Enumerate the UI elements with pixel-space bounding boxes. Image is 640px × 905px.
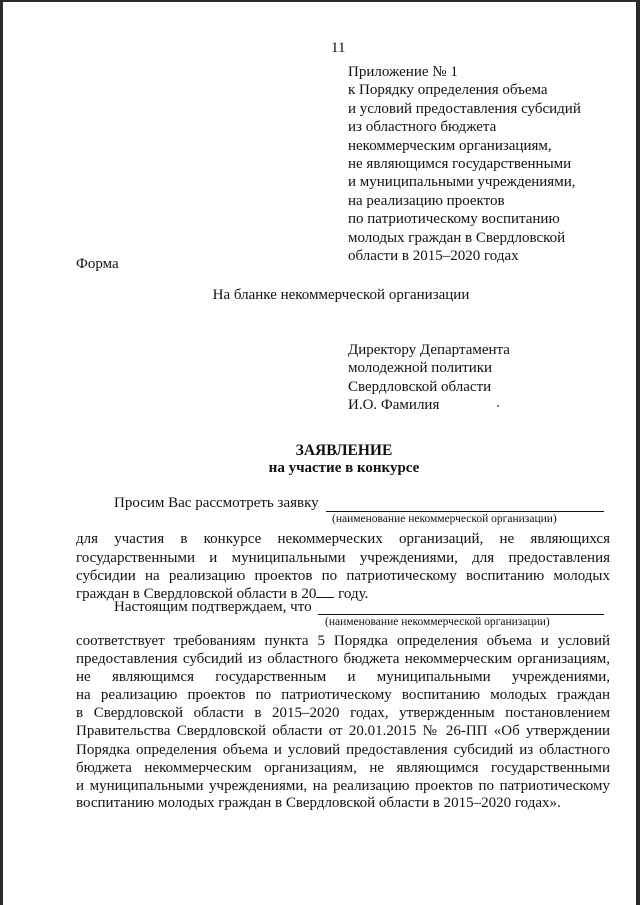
confirm-body-line: предоставления субсидий из областного бюджета некоммерческим организациям, bbox=[76, 651, 610, 667]
appendix-line: к Порядку определения объема bbox=[348, 82, 548, 99]
request-body-line: государственными и муниципальными учреждениями, для предоставления bbox=[76, 550, 610, 566]
document-title-text: ЗАЯВЛЕНИЕ bbox=[295, 442, 393, 459]
appendix-line: не являющимся государственными bbox=[348, 156, 572, 173]
request-body-line: субсидии на реализацию проектов по патриотическому воспитанию молодых bbox=[76, 568, 610, 584]
appendix-line: из областного бюджета bbox=[348, 119, 497, 136]
confirm-lead: Настоящим подтверждаем, что bbox=[114, 599, 312, 615]
document-subtitle bbox=[0, 460, 640, 477]
addressee-line: Свердловской области bbox=[348, 378, 492, 395]
page-number: 11 bbox=[331, 40, 346, 56]
appendix-line: и условий предоставления субсидий bbox=[348, 100, 581, 117]
appendix-line: молодых граждан в Свердловской bbox=[348, 229, 566, 246]
organization-name-caption: (наименование некоммерческой организации) bbox=[332, 513, 557, 525]
document-subtitle-text: на участие в конкурсе bbox=[268, 460, 420, 476]
appendix-line: по патриотическому воспитанию bbox=[348, 211, 560, 228]
confirm-body-line: не являющимся государственным и муниципальными учреждениями, bbox=[76, 669, 610, 685]
addressee-line: И.О. Фамилия bbox=[348, 397, 440, 414]
appendix-block bbox=[348, 63, 618, 265]
confirm-body-line: Правительства Свердловской области от 20.01.2015 № 26-ПП «Об утверждении bbox=[76, 723, 610, 739]
organization-name-field-2[interactable] bbox=[318, 614, 604, 615]
confirm-body-line: бюджета некоммерческим организациям, не являющимся государственными bbox=[76, 760, 610, 776]
confirm-body-line: Порядка определения объема и условий предоставления субсидий из областного bbox=[76, 742, 610, 758]
letterhead-text: На бланке некоммерческой организации bbox=[212, 287, 470, 303]
scan-speck bbox=[497, 405, 499, 407]
request-body-line: для участия в конкурсе некоммерческих организаций, не являющихся bbox=[76, 531, 610, 547]
appendix-line: и муниципальными учреждениями, bbox=[348, 174, 576, 191]
appendix-line: области в 2015–2020 годах bbox=[348, 248, 519, 265]
confirm-body-line: на реализацию проектов по патриотическому воспитанию молодых граждан bbox=[76, 687, 610, 703]
organization-name-caption-2: (наименование некоммерческой организации) bbox=[325, 616, 550, 628]
year-blank-field[interactable] bbox=[316, 585, 334, 598]
appendix-line: на реализацию проектов bbox=[348, 192, 505, 209]
confirm-body-line: в Свердловской области в 2015–2020 годах, утвержденным постановлением bbox=[76, 705, 610, 721]
appendix-line: Приложение № 1 bbox=[348, 64, 458, 80]
scan-border-top bbox=[0, 0, 640, 2]
confirm-body-line: и муниципальными учреждениями, на реализацию проектов по патриотическому bbox=[76, 778, 610, 794]
addressee-line: Директору Департамента bbox=[348, 342, 510, 358]
appendix-line: некоммерческим организациям, bbox=[348, 137, 552, 154]
confirm-body-line: соответствует требованиям пункта 5 Порядка определения объема и условий bbox=[76, 633, 610, 649]
confirm-last-line: воспитанию молодых граждан в Свердловской области в 2015–2020 годах». bbox=[76, 795, 561, 811]
request-last-line-start: граждан в Свердловской области в 20 bbox=[76, 586, 317, 602]
addressee-block bbox=[348, 341, 510, 415]
document-title bbox=[0, 442, 640, 460]
organization-name-field[interactable] bbox=[326, 511, 604, 512]
request-last-line-end: году. bbox=[334, 586, 369, 602]
addressee-line: молодежной политики bbox=[348, 360, 493, 377]
letterhead-note bbox=[0, 287, 640, 304]
request-lead: Просим Вас рассмотреть заявку bbox=[114, 495, 319, 511]
form-label: Форма bbox=[76, 256, 119, 272]
